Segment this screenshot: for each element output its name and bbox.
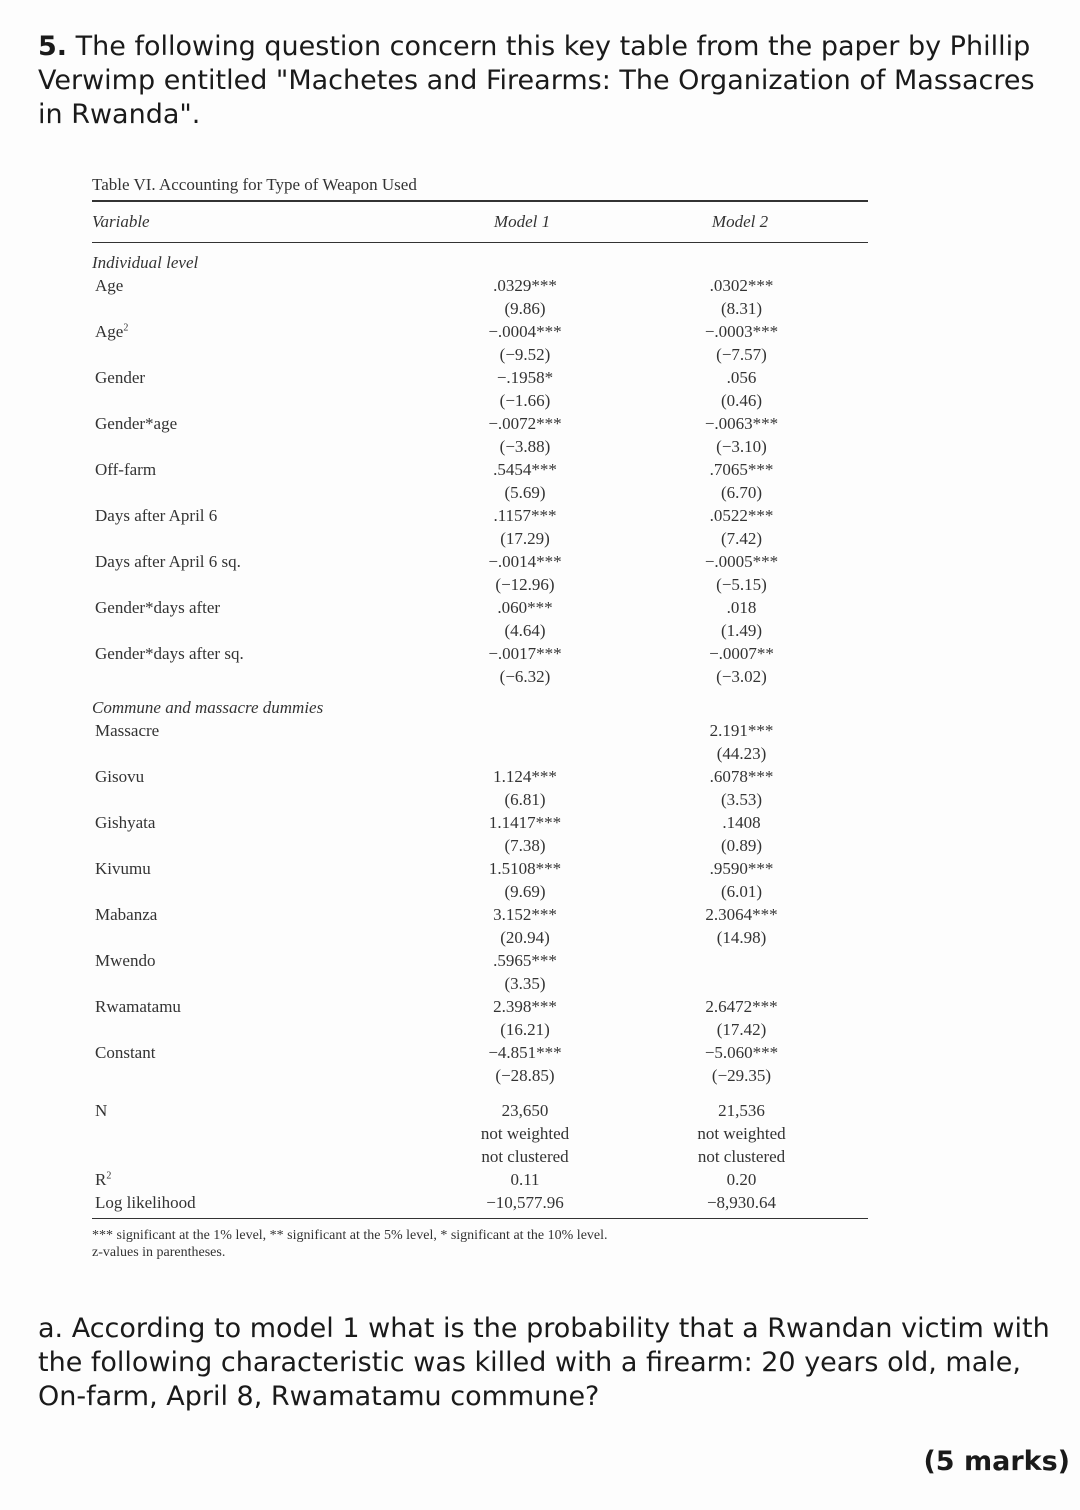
model-2-cell-line: −.0003***	[704, 322, 779, 341]
significance-note: *** significant at the 1% level, ** significant at the 5% level, * significant at the 10% level.	[92, 1228, 608, 1243]
model-1-cell	[435, 811, 615, 857]
model-2-cell-line: (0.89)	[720, 836, 763, 855]
model-2-cell-line: 2.6472***	[705, 997, 778, 1016]
model-2-cell	[615, 274, 868, 320]
model-2-cell	[615, 1041, 868, 1087]
variable-name: Kivumu	[95, 859, 151, 878]
model-2-cell	[615, 1099, 868, 1168]
model-2-cell-line: 2.191***	[709, 721, 774, 740]
variable-label	[92, 857, 435, 903]
model-1-cell-line: (−28.85)	[495, 1066, 555, 1085]
model-2-cell-line: (17.42)	[716, 1020, 767, 1039]
model-1-cell-line: 0.11	[510, 1170, 540, 1189]
model-1-cell-line: .0329***	[493, 276, 557, 295]
model-1-cell-line: (9.86)	[504, 299, 546, 318]
model-2-cell	[615, 811, 868, 857]
model-2-cell	[615, 642, 868, 688]
variable-name: Massacre	[95, 721, 160, 740]
variable-name: Days after April 6	[95, 506, 218, 525]
model-1-cell-line: (20.94)	[500, 928, 550, 947]
model-2-cell-line: 2.3064***	[705, 905, 778, 924]
model-1-cell	[435, 903, 615, 949]
model-1-cell-line: (−6.32)	[499, 667, 551, 686]
model-2-cell	[615, 949, 868, 995]
header-model-2: Model 2	[711, 212, 769, 231]
model-1-cell	[435, 1041, 615, 1087]
model-1-cell	[435, 274, 615, 320]
model-2-cell-line: .6078***	[709, 767, 774, 786]
question-number: 5.	[38, 31, 68, 62]
model-2-cell-line: −.0005***	[704, 552, 779, 571]
model-2-cell-line: −8,930.64	[706, 1193, 777, 1212]
model-1-cell	[435, 504, 615, 550]
table-row	[92, 719, 868, 765]
section-heading: Individual level	[92, 253, 199, 272]
variable-label	[92, 719, 435, 765]
variable-label	[92, 1191, 435, 1214]
model-1-cell	[435, 719, 615, 765]
variable-label	[92, 458, 435, 504]
variable-label	[92, 903, 435, 949]
model-1-cell-line: −10,577.96	[486, 1193, 564, 1212]
variable-name: Gender*days after sq.	[95, 644, 244, 663]
model-1-cell	[435, 596, 615, 642]
model-2-cell-line: −5.060***	[704, 1043, 779, 1062]
variable-name: R	[95, 1170, 107, 1189]
model-1-cell-line: 2.398***	[493, 997, 557, 1016]
model-1-cell-line: 23,650	[501, 1101, 549, 1120]
model-1-cell-line: −.0014***	[488, 552, 562, 571]
model-2-cell	[615, 504, 868, 550]
table-row	[92, 320, 868, 366]
model-2-cell-line: (14.98)	[716, 928, 767, 947]
variable-name: Rwamatamu	[95, 997, 181, 1016]
table-notes	[92, 1219, 868, 1261]
model-1-cell-line: not clustered	[481, 1147, 569, 1166]
model-1-cell	[435, 1099, 615, 1168]
model-2-cell-line: (−3.02)	[716, 667, 767, 686]
model-2-cell-line: (−29.35)	[711, 1066, 772, 1085]
variable-label	[92, 366, 435, 412]
variable-name: Log likelihood	[95, 1193, 196, 1212]
variable-label	[92, 949, 435, 995]
table-row	[92, 274, 868, 320]
variable-name: Gender*days after	[95, 598, 221, 617]
model-2-cell-line: (−3.10)	[716, 437, 767, 456]
model-2-cell	[615, 320, 868, 366]
variable-label	[92, 765, 435, 811]
variable-label	[92, 412, 435, 458]
model-1-cell-line: (9.69)	[504, 882, 546, 901]
model-2-cell-line: .1408	[722, 813, 761, 832]
variable-name: Age	[95, 322, 124, 341]
model-1-cell-line: 3.152***	[493, 905, 557, 924]
header-model-1: Model 1	[493, 212, 551, 231]
table-row	[92, 857, 868, 903]
table-row	[92, 1099, 868, 1168]
variable-name: Mwendo	[95, 951, 156, 970]
variable-label	[92, 1041, 435, 1087]
model-1-cell	[435, 1191, 615, 1214]
variable-label	[92, 642, 435, 688]
model-2-cell-line: (3.53)	[720, 790, 763, 809]
table-row	[92, 458, 868, 504]
model-1-cell-line: 1.1417***	[488, 813, 562, 832]
variable-name: Off-farm	[95, 460, 157, 479]
model-1-cell-line: −.1958*	[496, 368, 554, 387]
model-1-cell-line: 1.5108***	[488, 859, 562, 878]
model-1-cell-line: (6.81)	[504, 790, 546, 809]
model-2-cell	[615, 366, 868, 412]
model-1-cell	[435, 857, 615, 903]
model-2-cell-line: not weighted	[697, 1124, 786, 1143]
variable-name: Age	[95, 276, 124, 295]
model-1-cell	[435, 1168, 615, 1191]
model-2-cell-line: (44.23)	[716, 744, 767, 763]
table-row	[92, 642, 868, 688]
model-1-cell-line: (7.38)	[504, 836, 546, 855]
table-row	[92, 1168, 868, 1191]
model-2-cell	[615, 596, 868, 642]
model-1-cell	[435, 765, 615, 811]
question-a: a. According to model 1 what is the probability that a Rwandan victim with the following characteristic was killed with a firearm: 20 years old, male, On-farm, April 8, Rwamatamu commune?	[38, 1313, 1050, 1412]
table-body	[92, 251, 868, 1214]
model-1-cell	[435, 458, 615, 504]
variable-label	[92, 995, 435, 1041]
model-2-cell	[615, 719, 868, 765]
model-2-cell	[615, 550, 868, 596]
regression-table	[92, 170, 868, 1261]
model-1-cell-line: .1157***	[493, 506, 557, 525]
model-2-cell	[615, 995, 868, 1041]
model-2-cell-line: (1.49)	[720, 621, 763, 640]
model-1-cell-line: (16.21)	[500, 1020, 550, 1039]
model-1-cell	[435, 995, 615, 1041]
variable-name: Gisovu	[95, 767, 145, 786]
table-row	[92, 995, 868, 1041]
model-2-cell	[615, 1168, 868, 1191]
model-1-cell-line: not weighted	[480, 1124, 570, 1143]
model-1-cell-line: (−3.88)	[499, 437, 551, 456]
model-1-cell	[435, 949, 615, 995]
model-1-cell-line: −4.851***	[488, 1043, 562, 1062]
question-text	[38, 30, 1048, 132]
model-1-cell-line: 1.124***	[493, 767, 557, 786]
variable-name: Days after April 6 sq.	[95, 552, 241, 571]
variable-label	[92, 504, 435, 550]
variable-name: N	[95, 1101, 108, 1120]
model-1-cell	[435, 550, 615, 596]
model-1-cell-line: (−1.66)	[499, 391, 551, 410]
model-1-cell-line: (−9.52)	[499, 345, 551, 364]
table-row	[92, 811, 868, 857]
table-row	[92, 504, 868, 550]
model-1-cell-line: −.0004***	[488, 322, 562, 341]
table-row	[92, 1041, 868, 1087]
section-heading: Commune and massacre dummies	[92, 698, 324, 717]
zvalue-note: z-values in parentheses.	[92, 1245, 226, 1260]
table-row	[92, 1191, 868, 1214]
variable-name: Gender*age	[95, 414, 178, 433]
header-variable: Variable	[92, 212, 150, 231]
model-1-cell	[435, 412, 615, 458]
table-caption: Table VI. Accounting for Type of Weapon Used	[92, 175, 417, 194]
model-2-cell	[615, 903, 868, 949]
variable-label	[92, 811, 435, 857]
table-row	[92, 412, 868, 458]
model-1-cell	[435, 366, 615, 412]
table-header-row	[92, 202, 868, 242]
model-2-cell-line: not clustered	[697, 1147, 786, 1166]
model-2-cell	[615, 458, 868, 504]
model-2-cell	[615, 857, 868, 903]
model-1-cell-line: (3.35)	[504, 974, 546, 993]
model-2-cell-line: .0522***	[709, 506, 774, 525]
model-2-cell-line: (−5.15)	[716, 575, 767, 594]
model-1-cell-line: .060***	[497, 598, 553, 617]
table-row	[92, 903, 868, 949]
model-2-cell-line: .9590***	[709, 859, 774, 878]
variable-name: Constant	[95, 1043, 156, 1062]
model-2-cell-line: (0.46)	[720, 391, 763, 410]
table-row	[92, 949, 868, 995]
variable-label	[92, 274, 435, 320]
table-row	[92, 765, 868, 811]
model-2-cell-line: 21,536	[718, 1101, 765, 1120]
model-1-cell-line: (−12.96)	[495, 575, 555, 594]
model-1-cell-line: −.0017***	[488, 644, 562, 663]
table-row	[92, 550, 868, 596]
model-2-cell-line: 0.20	[726, 1170, 757, 1189]
model-2-cell-line: (−7.57)	[716, 345, 767, 364]
model-1-cell-line: −.0072***	[488, 414, 562, 433]
variable-label	[92, 1168, 435, 1191]
variable-name: Gishyata	[95, 813, 156, 832]
table-row	[92, 366, 868, 412]
model-2-cell	[615, 1191, 868, 1214]
variable-label	[92, 1099, 435, 1168]
question-body: The following question concern this key table from the paper by Phillip Verwimp entitled "Machetes and Firearms: The Organization of Massacres in Rwanda".	[38, 31, 1035, 130]
model-2-cell-line: .056	[726, 368, 757, 387]
variable-superscript: 2	[123, 322, 129, 334]
variable-label	[92, 320, 435, 366]
model-2-cell-line: .0302***	[709, 276, 774, 295]
model-1-cell-line: (5.69)	[504, 483, 546, 502]
model-2-cell-line: (6.70)	[720, 483, 763, 502]
variable-label	[92, 550, 435, 596]
model-2-cell-line: (6.01)	[720, 882, 763, 901]
model-2-cell-line: −.0007**	[709, 644, 774, 663]
model-2-cell	[615, 765, 868, 811]
model-1-cell	[435, 320, 615, 366]
model-2-cell-line: (7.42)	[720, 529, 763, 548]
model-1-cell-line: .5965***	[493, 951, 557, 970]
model-1-cell-line: (17.29)	[500, 529, 550, 548]
model-1-cell-line: (4.64)	[504, 621, 546, 640]
variable-name: Mabanza	[95, 905, 158, 924]
variable-label	[92, 596, 435, 642]
variable-superscript: 2	[106, 1170, 112, 1182]
table-header-rule	[92, 242, 868, 243]
table-row	[92, 596, 868, 642]
model-2-cell	[615, 412, 868, 458]
model-1-cell	[435, 642, 615, 688]
model-1-cell-line: .5454***	[493, 460, 557, 479]
marks-label: (5 marks)	[923, 1446, 1070, 1477]
model-2-cell-line: −.0063***	[704, 414, 779, 433]
variable-name: Gender	[95, 368, 146, 387]
model-2-cell-line: .018	[726, 598, 757, 617]
model-2-cell-line: (8.31)	[720, 299, 763, 318]
model-2-cell-line: .7065***	[709, 460, 774, 479]
